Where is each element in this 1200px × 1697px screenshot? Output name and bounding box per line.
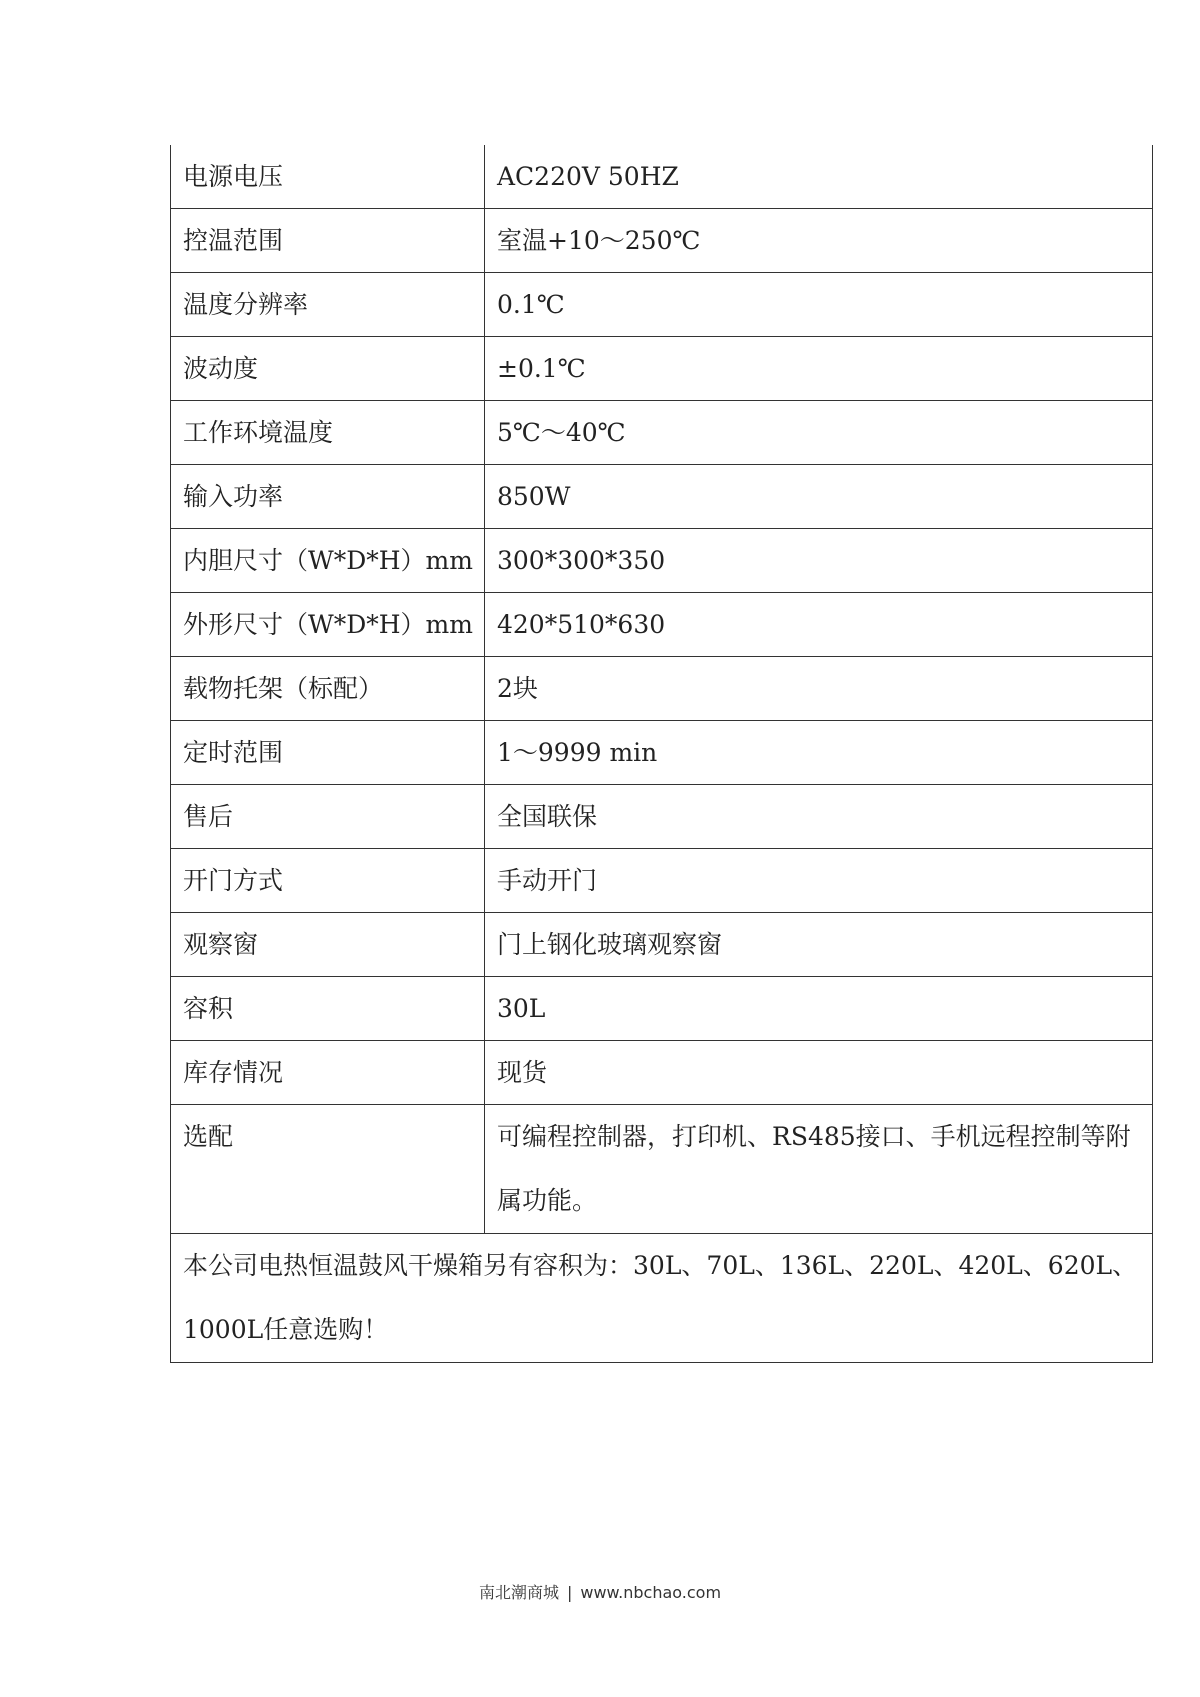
- spec-label: 电源电压: [171, 145, 485, 209]
- note-text: 本公司电热恒温鼓风干燥箱另有容积为：30L、70L、136L、220L、420L、620L、1000L任意选购！: [171, 1234, 1153, 1363]
- spec-value: 850W: [485, 465, 1153, 529]
- footer-separator: |: [566, 1583, 573, 1602]
- spec-value: 室温+10～250℃: [485, 209, 1153, 273]
- spec-row-inner-size: [171, 529, 1153, 593]
- spec-value: 1～9999 min: [485, 721, 1153, 785]
- spec-label: 开门方式: [171, 849, 485, 913]
- spec-value: AC220V 50HZ: [485, 145, 1153, 209]
- spec-label: 观察窗: [171, 913, 485, 977]
- spec-value: 420*510*630: [485, 593, 1153, 657]
- spec-label: 控温范围: [171, 209, 485, 273]
- spec-label: 外形尺寸（W*D*H）mm: [171, 593, 485, 657]
- spec-row-power-voltage: [171, 145, 1153, 209]
- spec-label: 选配: [171, 1105, 485, 1234]
- spec-row-outer-size: [171, 593, 1153, 657]
- spec-row-after-sales: [171, 785, 1153, 849]
- spec-row-options: [171, 1105, 1153, 1234]
- spec-row-temp-range: [171, 209, 1153, 273]
- spec-value: 门上钢化玻璃观察窗: [485, 913, 1153, 977]
- spec-value: 5℃～40℃: [485, 401, 1153, 465]
- spec-label: 载物托架（标配）: [171, 657, 485, 721]
- spec-row-window: [171, 913, 1153, 977]
- spec-value: 全国联保: [485, 785, 1153, 849]
- spec-row-shelves: [171, 657, 1153, 721]
- spec-row-input-power: [171, 465, 1153, 529]
- spec-row-door-type: [171, 849, 1153, 913]
- spec-value: 手动开门: [485, 849, 1153, 913]
- spec-table: [170, 145, 1153, 1363]
- spec-row-stock: [171, 1041, 1153, 1105]
- spec-value: ±0.1℃: [485, 337, 1153, 401]
- spec-row-ambient-temp: [171, 401, 1153, 465]
- spec-label: 售后: [171, 785, 485, 849]
- spec-value: 可编程控制器，打印机、RS485接口、手机远程控制等附属功能。: [485, 1105, 1153, 1234]
- spec-label: 定时范围: [171, 721, 485, 785]
- spec-row-volume: [171, 977, 1153, 1041]
- spec-value: 2块: [485, 657, 1153, 721]
- spec-label: 容积: [171, 977, 485, 1041]
- spec-row-temp-resolution: [171, 273, 1153, 337]
- spec-row-timer-range: [171, 721, 1153, 785]
- page-footer: [0, 1580, 1200, 1603]
- spec-label: 工作环境温度: [171, 401, 485, 465]
- spec-label: 输入功率: [171, 465, 485, 529]
- note-row: [171, 1234, 1153, 1363]
- spec-label: 温度分辨率: [171, 273, 485, 337]
- spec-row-fluctuation: [171, 337, 1153, 401]
- spec-value: 300*300*350: [485, 529, 1153, 593]
- footer-site-name: 南北潮商城: [478, 1583, 559, 1602]
- spec-label: 库存情况: [171, 1041, 485, 1105]
- spec-label: 波动度: [171, 337, 485, 401]
- footer-url[interactable]: www.nbchao.com: [580, 1583, 722, 1602]
- spec-label: 内胆尺寸（W*D*H）mm: [171, 529, 485, 593]
- spec-value: 30L: [485, 977, 1153, 1041]
- spec-value: 0.1℃: [485, 273, 1153, 337]
- spec-value: 现货: [485, 1041, 1153, 1105]
